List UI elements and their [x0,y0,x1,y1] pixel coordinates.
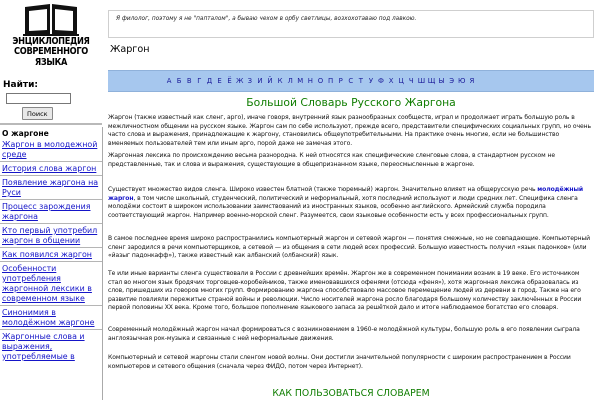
how-to-use-link[interactable]: КАК ПОЛЬЗОВАТЬСЯ СЛОВАРЕМ [272,388,430,399]
sidebar-item[interactable]: Процесс зарождения жаргона [0,199,102,223]
search-label: Найти: [3,80,39,90]
alphabet-letter[interactable]: К [277,77,283,85]
alphabet-bar [108,70,594,92]
alphabet-letter[interactable]: Н [307,77,313,85]
sidebar-heading: О жаргоне [2,129,49,138]
article-paragraph: Компьютерный и сетевой жаргоны стали сленгом новой волны. Они достигли значительной популярности с широким распространением в России компьютеров и сетевого общения (сначала через ФИДО, потом через Интернет). [108,354,571,370]
dictionary-title: Большой Словарь Русского Жаргона [246,96,456,109]
alphabet-letter[interactable]: З [247,77,252,85]
quote-box: Я филолог, поэтому я не "папталом", а бываю чехом в орбу светлицы, возхохотаваю под лавкою. [108,10,594,38]
search-form [3,80,100,120]
article-paragraph: Современный молодёжный жаргон начал формироваться с возникновением в 1960-е молодёжной культуры, большую роль в его появлении сыграла англоязычная рок-музыка и связанные с ней неформальные движения. [108,326,580,342]
article-paragraph: Жаргон (также известный как сленг, арго), иначе говоря, внутренний язык разнообразных сообществ, играл и продолжает играть большую роль в межличностном общении на русском языке. Жаргон сам по себе используют, прежде всего, представители специфических социальных групп, но очень часто слова и выражения, принадлежащие к жаргону, становились общеупотребительными. На практике очень многие, если не большинство вменяемых пользователей тем или иным арго, порой даже не замечая этого. [108,114,591,147]
alphabet-letter[interactable]: Я [469,77,475,85]
alphabet-letter[interactable]: Э [449,77,455,85]
logo-line-3: ЯЗЫКА [34,56,68,68]
youth-jargon-link[interactable]: молодёжный жаргон [108,186,584,202]
alphabet-letter[interactable]: Ц [398,77,404,85]
sidebar-item[interactable]: Как появился жаргон [0,247,102,261]
logo-line-1: ЭНЦИКЛОПЕДИЯ [12,36,90,47]
sidebar-item[interactable]: Синонимия в молодёжном жаргоне [0,305,102,329]
alphabet-letter[interactable]: Е [217,77,222,85]
paragraph-text: Существует множество видов сленга. Широко известен блатной (также тюремный) жаргон. Значительно влияет на общерусскую речь [108,186,536,193]
open-book-icon [23,3,79,36]
sidebar-item[interactable]: Появление жаргона на Руси [0,175,102,199]
alphabet-letter[interactable]: Ы [438,77,445,85]
article-paragraph: В самое последнее время широко распространились компьютерный жаргон и сетевой жаргон — понятия смежные, но не совпадающие. Компьютерный сленг зародился в речи компьютерщиков, а сетевой — из общения в сети людей всех профессий. Большую известность получил «язык падонков» (или «йазыг падонкафф»), также известный как албанский (олбанский) язык. [108,235,591,260]
logo-line-2: СОВРЕМЕННОГО [14,46,88,58]
alphabet-letter[interactable]: Ё [227,77,232,85]
sidebar-divider [0,123,102,125]
alphabet-letter[interactable]: Ч [408,77,414,85]
alphabet-letter[interactable]: Щ [427,77,436,85]
article-paragraph [108,186,594,220]
alphabet-letter[interactable]: С [348,77,354,85]
alphabet-letter[interactable]: Ж [235,77,244,85]
alphabet-letter[interactable]: Б [176,77,182,85]
alphabet-letter[interactable]: Л [287,77,293,85]
alphabet-letter[interactable]: У [368,77,374,85]
alphabet-letter[interactable]: Г [197,77,202,85]
search-input[interactable] [6,93,71,104]
alphabet-letter[interactable]: В [186,77,192,85]
alphabet-letter[interactable]: Ф [378,77,384,85]
sidebar-item[interactable]: Кто первый употребил жаргон в общении [0,223,102,247]
sidebar-item[interactable]: История слова жаргон [0,161,102,175]
alphabet-letter[interactable]: М [297,77,304,85]
sidebar-item[interactable]: Жаргонные слова и выражения, употребляемые в [0,329,102,363]
article-paragraph: Жаргонная лексика по происхождению весьма разнородна. К ней относятся как специфические сленговые слова, в стандартном русском не представленные, так и слова и выражения, существующие в общепризнанном языке, переосмысленные в жаргоне. [108,152,555,168]
alphabet-letter[interactable]: О [317,77,324,85]
alphabet-letter[interactable]: А [166,77,172,85]
page-title: Жаргон [110,44,150,55]
article-paragraph: Те или иные варианты сленга существовали в России с древнейших времён. Жаргон же в современном понимании возник в 19 веке. Его источником стал во многом язык бродячих торговцев-коробейников, также именовавшихся офенями (отсюда «феня»), хотя жаргонная лексика образовалась из слов, пришедших из говоров многих групп. Формированию жаргона способствовало массовое перемещение людей из деревни в город. Также на его развитие повлияли пережитые страной войны и революции. Число носителей жаргона росло благодаря большому количеству заключённых в России первой половины XX века. Кроме того, большое пополнение языкового запаса за решёткой дало и итоге наблюдаемое богатство его словаря. [108,270,582,312]
search-button[interactable]: Поиск [22,107,53,120]
sidebar [0,127,103,400]
sidebar-item[interactable]: Жаргон в молодежной среде [2,140,98,159]
alphabet-letter[interactable]: Й [267,77,273,85]
sidebar-item[interactable]: Особенности употребления жаргонной лексики в современном языке [0,261,102,305]
alphabet-letter[interactable]: Х [388,77,394,85]
alphabet-letter[interactable]: Р [338,77,343,85]
alphabet-letter[interactable]: И [257,77,263,85]
paragraph-text: , в том числе школьный, студенческий, политический и неформальный, хотя последний используют и люди средних лет. Специфика сленга молодёжи состоит в широком использовании заимствований из иностранных языков, особенно английского. Армейский служба породила соответствующий жаргон. Например военно-морской сленг. Разумеется, свои языковые особенности есть у всех профессиональных групп. [108,194,578,219]
alphabet-letter[interactable]: Ю [458,77,466,85]
alphabet-letter[interactable]: Д [206,77,213,85]
alphabet-letter[interactable]: Т [358,77,363,85]
alphabet-letter[interactable]: П [327,77,334,85]
alphabet-letter[interactable]: Ш [417,77,426,85]
site-logo[interactable] [0,0,102,76]
